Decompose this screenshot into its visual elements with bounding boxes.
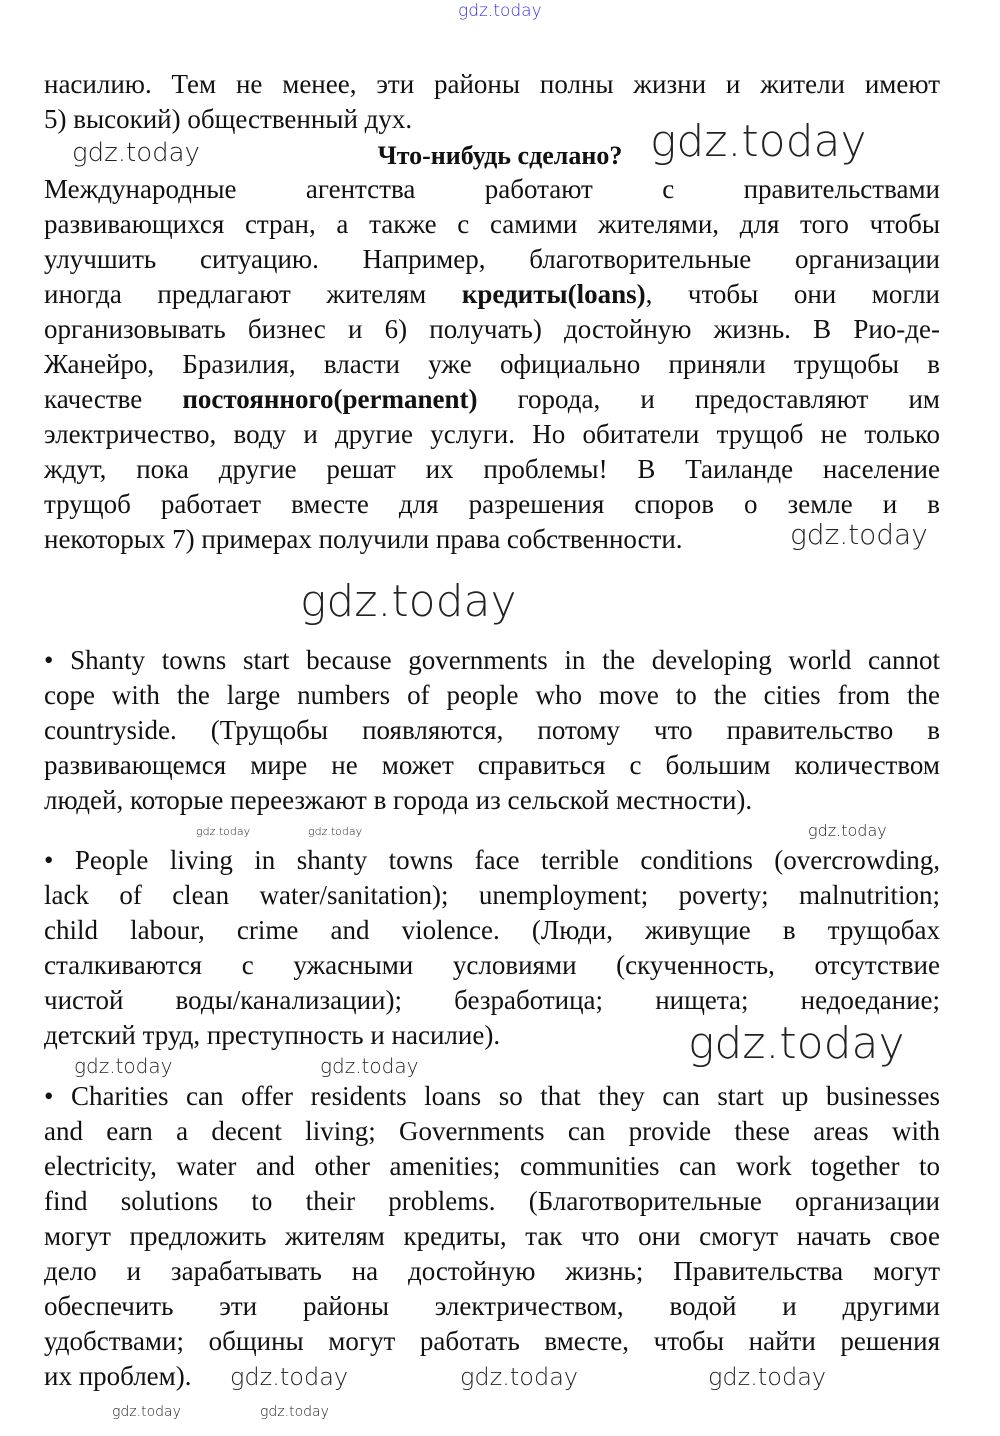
text-line: ждут, пока другие решат их проблемы! В Таиланде население (44, 454, 940, 484)
text-line: их проблем). (44, 1361, 192, 1391)
text-line: развивающемся мире не может справиться с большим количеством (44, 750, 940, 780)
watermark: gdz.today (72, 138, 200, 168)
text-line (44, 277, 940, 312)
paragraph-body (44, 172, 940, 557)
bullet-shanty-towns-start (44, 643, 940, 818)
watermark: gdz.today (308, 825, 363, 838)
text-segment: , чтобы они могли (645, 279, 940, 309)
text-line: людей, которые переезжают в города из сельской местности). (44, 785, 753, 815)
text-line: сталкиваются с ужасными условиями (скученность, отсутствие (44, 950, 940, 980)
watermark: gdz.today (112, 1404, 181, 1420)
watermark: gdz.today (790, 518, 928, 551)
text-line: child labour, crime and violence. (Люди, живущие в трущобах (44, 915, 940, 945)
watermark: gdz.today (300, 576, 517, 627)
section-heading: Что-нибудь сделано? (377, 141, 623, 170)
text-line: • People living in shanty towns face terrible conditions (overcrowding, (44, 845, 940, 875)
text-line: организовывать бизнес и 6) получать) достойную жизнь. В Рио-де- (44, 314, 940, 344)
text-line: Международные агентства работают с правительствами (44, 174, 940, 204)
text-line: electricity, water and other amenities; communities can work together to (44, 1151, 940, 1181)
text-line: могут предложить жителям кредиты, так что они смогут начать свое (44, 1221, 940, 1251)
text-line: дело и зарабатывать на достойную жизнь; Правительства могут (44, 1256, 940, 1286)
bold-term: постоянного(permanent) (182, 384, 478, 414)
text-line: развивающихся стран, а также с самими жителями, для того чтобы (44, 209, 940, 239)
text-line: некоторых 7) примерах получили права собственности. (44, 524, 683, 554)
watermark: gdz.today (458, 1, 542, 21)
text-line: насилию. Тем не менее, эти районы полны жизни и жители имеют (44, 69, 940, 99)
watermark: gdz.today (650, 116, 867, 167)
text-line: 5) высокий) общественный дух. (44, 104, 413, 134)
text-line: чистой воды/канализации); безработица; нищета; недоедание; (44, 985, 940, 1015)
watermark: gdz.today (708, 1363, 827, 1391)
text-segment: города, и предоставляют им (477, 384, 940, 414)
text-line: and earn a decent living; Governments can provide these areas with (44, 1116, 940, 1146)
watermark: gdz.today (320, 1054, 419, 1078)
text-line: • Shanty towns start because governments in the developing world cannot (44, 645, 940, 675)
text-line: countryside. (Трущобы появляются, потому что правительство в (44, 715, 940, 745)
watermark: gdz.today (808, 821, 887, 840)
text-line: lack of clean water/sanitation); unemployment; poverty; malnutrition; (44, 880, 940, 910)
watermark: gdz.today (230, 1363, 349, 1391)
text-line: детский труд, преступность и насилие). (44, 1020, 501, 1050)
text-line: удобствами; общины могут работать вместе, чтобы найти решения (44, 1326, 940, 1356)
bold-term: кредиты(loans) (461, 279, 646, 309)
watermark: gdz.today (74, 1054, 173, 1078)
watermark: gdz.today (260, 1404, 329, 1420)
text-line: улучшить ситуацию. Например, благотворительные организации (44, 244, 940, 274)
text-line (44, 382, 940, 417)
bullet-solutions (44, 1079, 940, 1394)
text-line: • Charities can offer residents loans so that they can start up businesses (44, 1081, 940, 1111)
watermark: gdz.today (688, 1018, 905, 1069)
text-line: обеспечить эти районы электричеством, водой и другими (44, 1291, 940, 1321)
text-segment: качестве (44, 384, 183, 414)
text-line: Жанейро, Бразилия, власти уже официально приняли трущобы в (44, 349, 940, 379)
text-segment: иногда предлагают жителям (44, 279, 462, 309)
watermark: gdz.today (196, 825, 251, 838)
text-line: find solutions to their problems. (Благотворительные организации (44, 1186, 940, 1216)
text-line: электричество, воду и другие услуги. Но обитатели трущоб не только (44, 419, 940, 449)
watermark: gdz.today (460, 1363, 579, 1391)
text-line: cope with the large numbers of people who move to the cities from the (44, 680, 940, 710)
text-line: трущоб работает вместе для разрешения споров о земле и в (44, 489, 940, 519)
